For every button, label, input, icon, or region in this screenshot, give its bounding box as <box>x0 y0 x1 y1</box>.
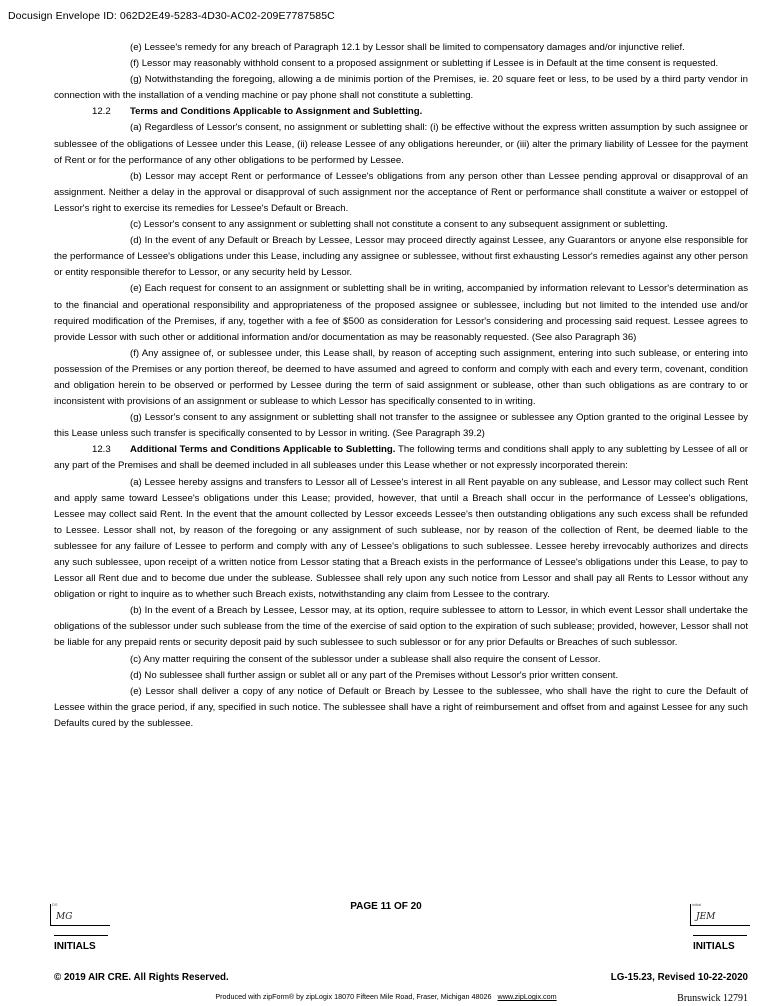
produced-by-text: Produced with zipForm® by zipLogix 18070 Fifteen Mile Road, Fraser, Michigan 48026 <box>215 992 492 1001</box>
section-number: 12.3 <box>92 444 111 456</box>
copyright: © 2019 AIR CRE. All Rights Reserved. <box>54 972 229 983</box>
paragraph-12-3-e: (e) Lessor shall deliver a copy of any notice of Default or Breach by Lessee to the sublessee, who shall have the right to cure the Default of Lessee within the grace period, if any, specified in such notice. The sublessee shall have a right of reimbursement and offset from and against Lessee for any such Defaults cured by the sublessee. <box>54 685 748 729</box>
form-id: LG-15.23, Revised 10-22-2020 <box>610 972 748 983</box>
paragraph-12-1-g: (g) Notwithstanding the foregoing, allowing a de minimis portion of the Premises, ie. 20 square feet or less, to be used by a third party vendor in connection with the installation of a vending machine or pay phone shall not constitute a subletting. <box>54 74 748 102</box>
section-number: 12.2 <box>92 106 111 118</box>
paragraph-12-3-d: (d) No sublessee shall further assign or sublet all or any part of the Premises without Lessor's prior written consent. <box>130 669 619 681</box>
page-number: PAGE 11 OF 20 <box>350 901 422 912</box>
initials-box-right[interactable] <box>690 902 750 930</box>
initials-signature-left: MG <box>56 912 73 922</box>
paragraph-12-2-a: (a) Regardless of Lessor's consent, no assignment or subletting shall: (i) be effective without the express written assumption by such assignee or sublessee of the obligations of Lessee under this Lease, (ii) release Lessee of any obligations hereunder, or (iii) alter the primary liability of Lessee for the payment of Rent or for the performance of any other obligations to be performed by Lessee. <box>54 122 748 166</box>
initials-signature-right: JEM <box>696 912 716 922</box>
paragraph-12-2-b: (b) Lessor may accept Rent or performance of Lessee's obligations from any person other than Lessee pending approval or disapproval of an assignment. Neither a delay in the approval or disapproval of such assignment nor the acceptance of Rent or performance shall constitute a waiver or estoppel of Lessor's right to exercise its remedies for Lessee's Default or Breach. <box>54 170 748 214</box>
section-12-3-heading <box>54 442 748 474</box>
section-intro: The following terms and conditions shall apply to any subletting by Lessee of all or any part of the Premises and shall be deemed included in all subleases under this Lease whether or not expressly incorporated therein: <box>54 444 748 472</box>
paragraph-12-3-a: (a) Lessee hereby assigns and transfers to Lessor all of Lessee's interest in all Rent payable on any sublease, and Lessor may collect such Rent and apply same toward Lessee's obligations under this Lease; provided, however, that until a Breach shall occur in the performance of Lessee's obligations, Lessee may collect said Rent. In the event that the amount collected by Lessor exceeds Lessee's then outstanding obligations any such excess shall be refunded to Lessee. Lessor shall not, by reason of the foregoing or any assignment of such sublease, nor by reason of the collection of Rent, be deemed liable to the sublessee for any failure of Lessee to perform and comply with any of Lessee's obligations to such sublessee. Lessee hereby irrevocably authorizes and directs any such sublessee, upon receipt of a written notice from Lessor stating that a Breach exists in the performance of Lessee's obligations under this Lease, to pay to Lessor all Rent due and to become due under the sublease. Sublessee shall rely upon any such notice from Lessor and shall pay all Rents to Lessor without any obligation or right to inquire as to whether such Breach exists, notwithstanding any claim from Lessee to the contrary. <box>54 476 748 601</box>
produced-by-line <box>0 992 772 1001</box>
paragraph-12-1-f: (f) Lessor may reasonably withhold consent to a proposed assignment or subletting if Lessee is in Default at the time consent is requested. <box>130 58 719 70</box>
paragraph-12-3-c: (c) Any matter requiring the consent of the sublessor under a sublease shall also require the consent of Lessor. <box>130 653 601 665</box>
paragraph-12-2-e: (e) Each request for consent to an assignment or subletting shall be in writing, accompanied by information relevant to Lessor's determination as to the financial and operational responsibility and appropriateness of the proposed assignee or sublessee, including but not limited to the intended use and/or required modification of the Premises, if any, together with a fee of $500 as consideration for Lessor's considering and processing said request. Lessee agrees to provide Lessor with such other or additional information and/or documentation as may be reasonably requested. (See also Paragraph 36) <box>54 283 748 343</box>
initials-tag: DS <box>52 902 58 907</box>
document-body <box>54 40 748 732</box>
section-title: Terms and Conditions Applicable to Assignment and Subletting. <box>130 106 423 118</box>
ziplogix-link[interactable]: www.zipLogix.com <box>497 992 557 1001</box>
initials-underline <box>690 925 750 926</box>
initials-label-right: INITIALS <box>693 941 735 952</box>
initials-tag: initial <box>692 902 702 907</box>
paragraph-12-2-d: (d) In the event of any Default or Breach by Lessee, Lessor may proceed directly against Lessee, any Guarantors or anyone else responsible for the performance of Lessee's obligations under this Lease, including any assignee or sublessee, without first exhausting Lessor's remedies against any other person or entity responsible therefor to Lessor, or any security held by Lessor. <box>54 235 748 279</box>
brunswick-label: Brunswick 12791 <box>677 993 748 1004</box>
paragraph-12-3-b: (b) In the event of a Breach by Lessee, Lessor may, at its option, require sublessee to attorn to Lessor, in which event Lessor shall undertake the obligations of the sublessor under such sublease from the time of the exercise of said option to the expiration of such sublease; provided, however, Lessor shall not be liable for any prepaid rents or security deposit paid by such sublessee to such sublessor or for any prior Defaults or Breaches of such sublessor. <box>54 605 748 649</box>
section-title: Additional Terms and Conditions Applicable to Subletting. <box>130 444 396 456</box>
section-12-2-heading <box>54 104 748 120</box>
initials-label-left: INITIALS <box>54 941 96 952</box>
paragraph-12-2-c: (c) Lessor's consent to any assignment or subletting shall not constitute a consent to any subsequent assignment or subletting. <box>130 219 668 231</box>
initials-underline <box>50 925 110 926</box>
paragraph-12-1-e: (e) Lessee's remedy for any breach of Paragraph 12.1 by Lessor shall be limited to compensatory damages and/or injunctive relief. <box>130 42 685 53</box>
paragraph-12-2-g: (g) Lessor's consent to any assignment or subletting shall not transfer to the assignee or sublessee any Option granted to the original Lessee by this Lease unless such transfer is specifically consented to by Lessor in writing. (See Paragraph 39.2) <box>54 412 748 440</box>
initials-rule-left <box>54 935 108 936</box>
initials-box-edge <box>690 904 691 926</box>
paragraph-12-2-f: (f) Any assignee of, or sublessee under, this Lease shall, by reason of accepting such assignment, entering into such sublease, or entering into possession of the Premises or any portion thereof, be deemed to have assumed and agreed to conform and comply with each and every term, covenant, condition and obligation herein to be observed or performed by Lessee during the term of said assignment or sublease, other than such obligations as are contrary to or inconsistent with provisions of an assignment or sublease to which Lessor has specifically consented to in writing. <box>54 347 748 408</box>
envelope-id: Docusign Envelope ID: 062D2E49-5283-4D30-AC02-209E7787585C <box>8 10 335 22</box>
initials-rule-right <box>693 935 747 936</box>
